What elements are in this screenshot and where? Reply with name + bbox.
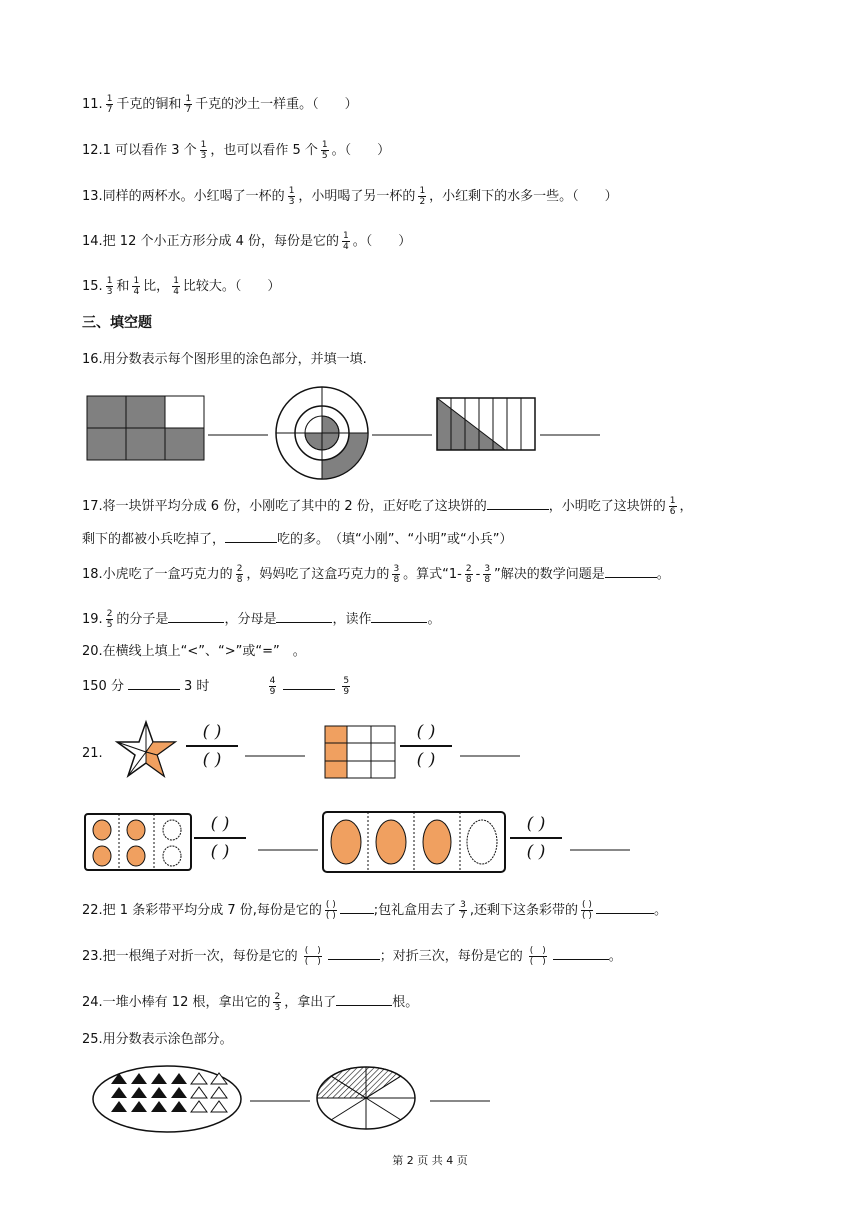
q17-text5: 吃的多。 （填“小刚”、“小明”或“小兵”） bbox=[277, 532, 513, 547]
q22-text2: ;包礼盒用去了 bbox=[373, 903, 457, 918]
question-14 bbox=[82, 231, 411, 251]
q13-text: 13.同样的两杯水。小红喝了一杯的 bbox=[82, 189, 285, 204]
fraction: $\frac{1}{4}$ bbox=[173, 276, 179, 297]
answer-blank[interactable] bbox=[276, 610, 332, 623]
answer-blank[interactable] bbox=[487, 497, 549, 510]
fraction: $\frac{5}{9}$ bbox=[343, 676, 350, 697]
q11-text2: 千克的沙土一样重。（ ） bbox=[195, 97, 358, 112]
q15-text: 和 bbox=[116, 279, 130, 294]
fraction: $\frac{3}{8}$ bbox=[393, 564, 400, 585]
q14-text2: 。（ ） bbox=[352, 234, 412, 249]
q18-text2: ，妈妈吃了这盒巧克力的 bbox=[246, 567, 390, 582]
q19-text2: ，分母是 bbox=[224, 612, 277, 627]
fraction: $\frac{1}{3}$ bbox=[288, 186, 295, 207]
q21-fraction-answer[interactable]: ( ) ( ) bbox=[510, 814, 562, 862]
answer-blank[interactable] bbox=[128, 677, 180, 690]
section-heading: 三、填空题 bbox=[82, 315, 152, 331]
q24-text3: 根。 bbox=[392, 995, 419, 1010]
answer-blank[interactable] bbox=[371, 610, 427, 623]
answer-blank[interactable] bbox=[168, 610, 224, 623]
fraction: $\frac{2}{3}$ bbox=[274, 992, 281, 1013]
q19-text3: ，读作 bbox=[332, 612, 372, 627]
q18-text3: 。算式“1- bbox=[403, 567, 462, 582]
question-16: 16.用分数表示每个图形里的涂色部分，并填一填. bbox=[82, 352, 367, 367]
compare-left-1: 150 分 bbox=[82, 679, 124, 694]
fraction: $\frac{1}{3}$ bbox=[106, 276, 113, 297]
q18-text5: ”解决的数学问题是 bbox=[494, 567, 605, 582]
q23-text3: 。 bbox=[608, 949, 622, 964]
fraction: $\frac{1}{6}$ bbox=[669, 496, 676, 517]
fraction: $\frac{2}{8}$ bbox=[236, 564, 243, 585]
question-11 bbox=[82, 94, 358, 114]
q18-text4: - bbox=[475, 567, 481, 582]
q17-text4: 剩下的都被小兵吃掉了， bbox=[82, 532, 226, 547]
fraction: $\frac{1}{2}$ bbox=[419, 186, 426, 207]
fraction: $\frac{1}{5}$ bbox=[321, 140, 328, 161]
q18-text: 18.小虎吃了一盒巧克力的 bbox=[82, 567, 233, 582]
question-17 bbox=[82, 496, 693, 516]
answer-blank[interactable] bbox=[336, 993, 392, 1006]
fraction: $\frac{1}{7}$ bbox=[106, 94, 113, 115]
fraction: $\frac{1}{4}$ bbox=[343, 231, 349, 252]
fraction: $\frac{1}{3}$ bbox=[200, 140, 207, 161]
q11-text: 千克的铜和 bbox=[116, 97, 182, 112]
q14-text: 14.把 12 个小正方形分成 4 份，每份是它的 bbox=[82, 234, 340, 249]
q11-number: 11. bbox=[82, 97, 103, 112]
q18-text6: 。 bbox=[656, 567, 670, 582]
compare-right-1: 3 时 bbox=[183, 679, 210, 694]
answer-blank[interactable] bbox=[340, 901, 374, 914]
fraction-answer[interactable]: $\frac{( )}{( )}$ bbox=[325, 900, 336, 921]
q19-text4: 。 bbox=[427, 612, 441, 627]
q21-row1 bbox=[112, 716, 532, 786]
q19-text: 的分子是 bbox=[116, 612, 169, 627]
q13-text2: ，小明喝了另一杯的 bbox=[298, 189, 416, 204]
shaded-circle-figure bbox=[276, 387, 368, 479]
q12-text2: ，也可以看作 5 个 bbox=[210, 143, 318, 158]
fraction: $\frac{3}{7}$ bbox=[460, 900, 466, 921]
sliced-oval-figure bbox=[317, 1067, 415, 1129]
question-17-line2 bbox=[82, 530, 512, 550]
answer-blank[interactable] bbox=[605, 565, 657, 578]
fraction: $\frac{1}{7}$ bbox=[185, 94, 192, 115]
q17-text3: ， bbox=[679, 499, 693, 514]
q22-text: 22.把 1 条彩带平均分成 7 份,每份是它的 bbox=[82, 903, 322, 918]
q17-text: 17.将一块饼平均分成 6 份，小刚吃了其中的 2 份，正好吃了这块饼的 bbox=[82, 499, 487, 514]
q24-text2: ，拿出了 bbox=[284, 995, 337, 1010]
fraction: $\frac{3}{8}$ bbox=[484, 564, 491, 585]
q19-number: 19. bbox=[82, 612, 103, 627]
shaded-strips-figure bbox=[437, 398, 535, 450]
strawberry-box-figure bbox=[85, 814, 191, 870]
q21-fraction-answer[interactable]: ( ) ( ) bbox=[400, 722, 452, 770]
q17-text2: ，小明吃了这块饼的 bbox=[548, 499, 666, 514]
question-20-compare bbox=[82, 676, 353, 696]
q23-text2: ；对折三次，每份是它的 bbox=[379, 949, 523, 964]
q22-text4: 。 bbox=[653, 903, 667, 918]
fraction-answer[interactable]: $\frac{( )}{( )}$ bbox=[529, 946, 546, 967]
question-20: 20.在横线上填上“<”、“>”或“=” 。 bbox=[82, 644, 306, 659]
answer-blank[interactable] bbox=[328, 947, 380, 960]
q13-text3: ，小红剩下的水多一些。（ ） bbox=[429, 189, 618, 204]
q25-figures bbox=[92, 1064, 502, 1134]
question-18 bbox=[82, 564, 670, 584]
fraction: $\frac{2}{5}$ bbox=[106, 609, 113, 630]
question-21-number: 21. bbox=[82, 746, 103, 761]
fraction: $\frac{4}{9}$ bbox=[269, 676, 276, 697]
q12-text: 12.1 可以看作 3 个 bbox=[82, 143, 197, 158]
question-19 bbox=[82, 609, 440, 629]
fraction: $\frac{2}{8}$ bbox=[465, 564, 472, 585]
q15-number: 15. bbox=[82, 279, 103, 294]
q15-text2: 比， bbox=[143, 279, 170, 294]
q21-fraction-answer[interactable]: ( ) ( ) bbox=[194, 814, 246, 862]
q12-text3: 。（ ） bbox=[331, 143, 391, 158]
fraction-answer[interactable]: $\frac{( )}{( )}$ bbox=[304, 946, 321, 967]
fraction: $\frac{1}{4}$ bbox=[133, 276, 140, 297]
question-15 bbox=[82, 276, 280, 296]
triangles-oval-figure bbox=[93, 1066, 241, 1132]
shaded-grid-figure bbox=[87, 396, 204, 460]
grapes-box-figure bbox=[323, 812, 505, 872]
star-figure bbox=[117, 722, 175, 776]
question-22 bbox=[82, 900, 667, 920]
answer-blank[interactable] bbox=[596, 901, 654, 914]
question-12 bbox=[82, 140, 390, 160]
question-13 bbox=[82, 186, 618, 206]
answer-blank[interactable] bbox=[225, 530, 277, 543]
page-footer: 第 2 页 共 4 页 bbox=[392, 1154, 468, 1167]
q22-text3: ,还剩下这条彩带的 bbox=[469, 903, 579, 918]
fraction-answer[interactable]: $\frac{( )}{( )}$ bbox=[582, 900, 592, 921]
question-24 bbox=[82, 992, 418, 1012]
answer-blank[interactable] bbox=[283, 677, 335, 690]
q15-text3: 比较大。（ ） bbox=[182, 279, 281, 294]
q16-figures bbox=[86, 395, 606, 475]
q21-fraction-answer[interactable]: ( ) ( ) bbox=[186, 722, 238, 770]
orange-grid-figure bbox=[325, 726, 395, 778]
question-23 bbox=[82, 946, 622, 966]
q24-text: 24.一堆小棒有 12 根，拿出它的 bbox=[82, 995, 271, 1010]
q23-text: 23.把一根绳子对折一次，每份是它的 bbox=[82, 949, 298, 964]
answer-blank[interactable] bbox=[553, 947, 609, 960]
question-25: 25.用分数表示涂色部分。 bbox=[82, 1032, 233, 1047]
